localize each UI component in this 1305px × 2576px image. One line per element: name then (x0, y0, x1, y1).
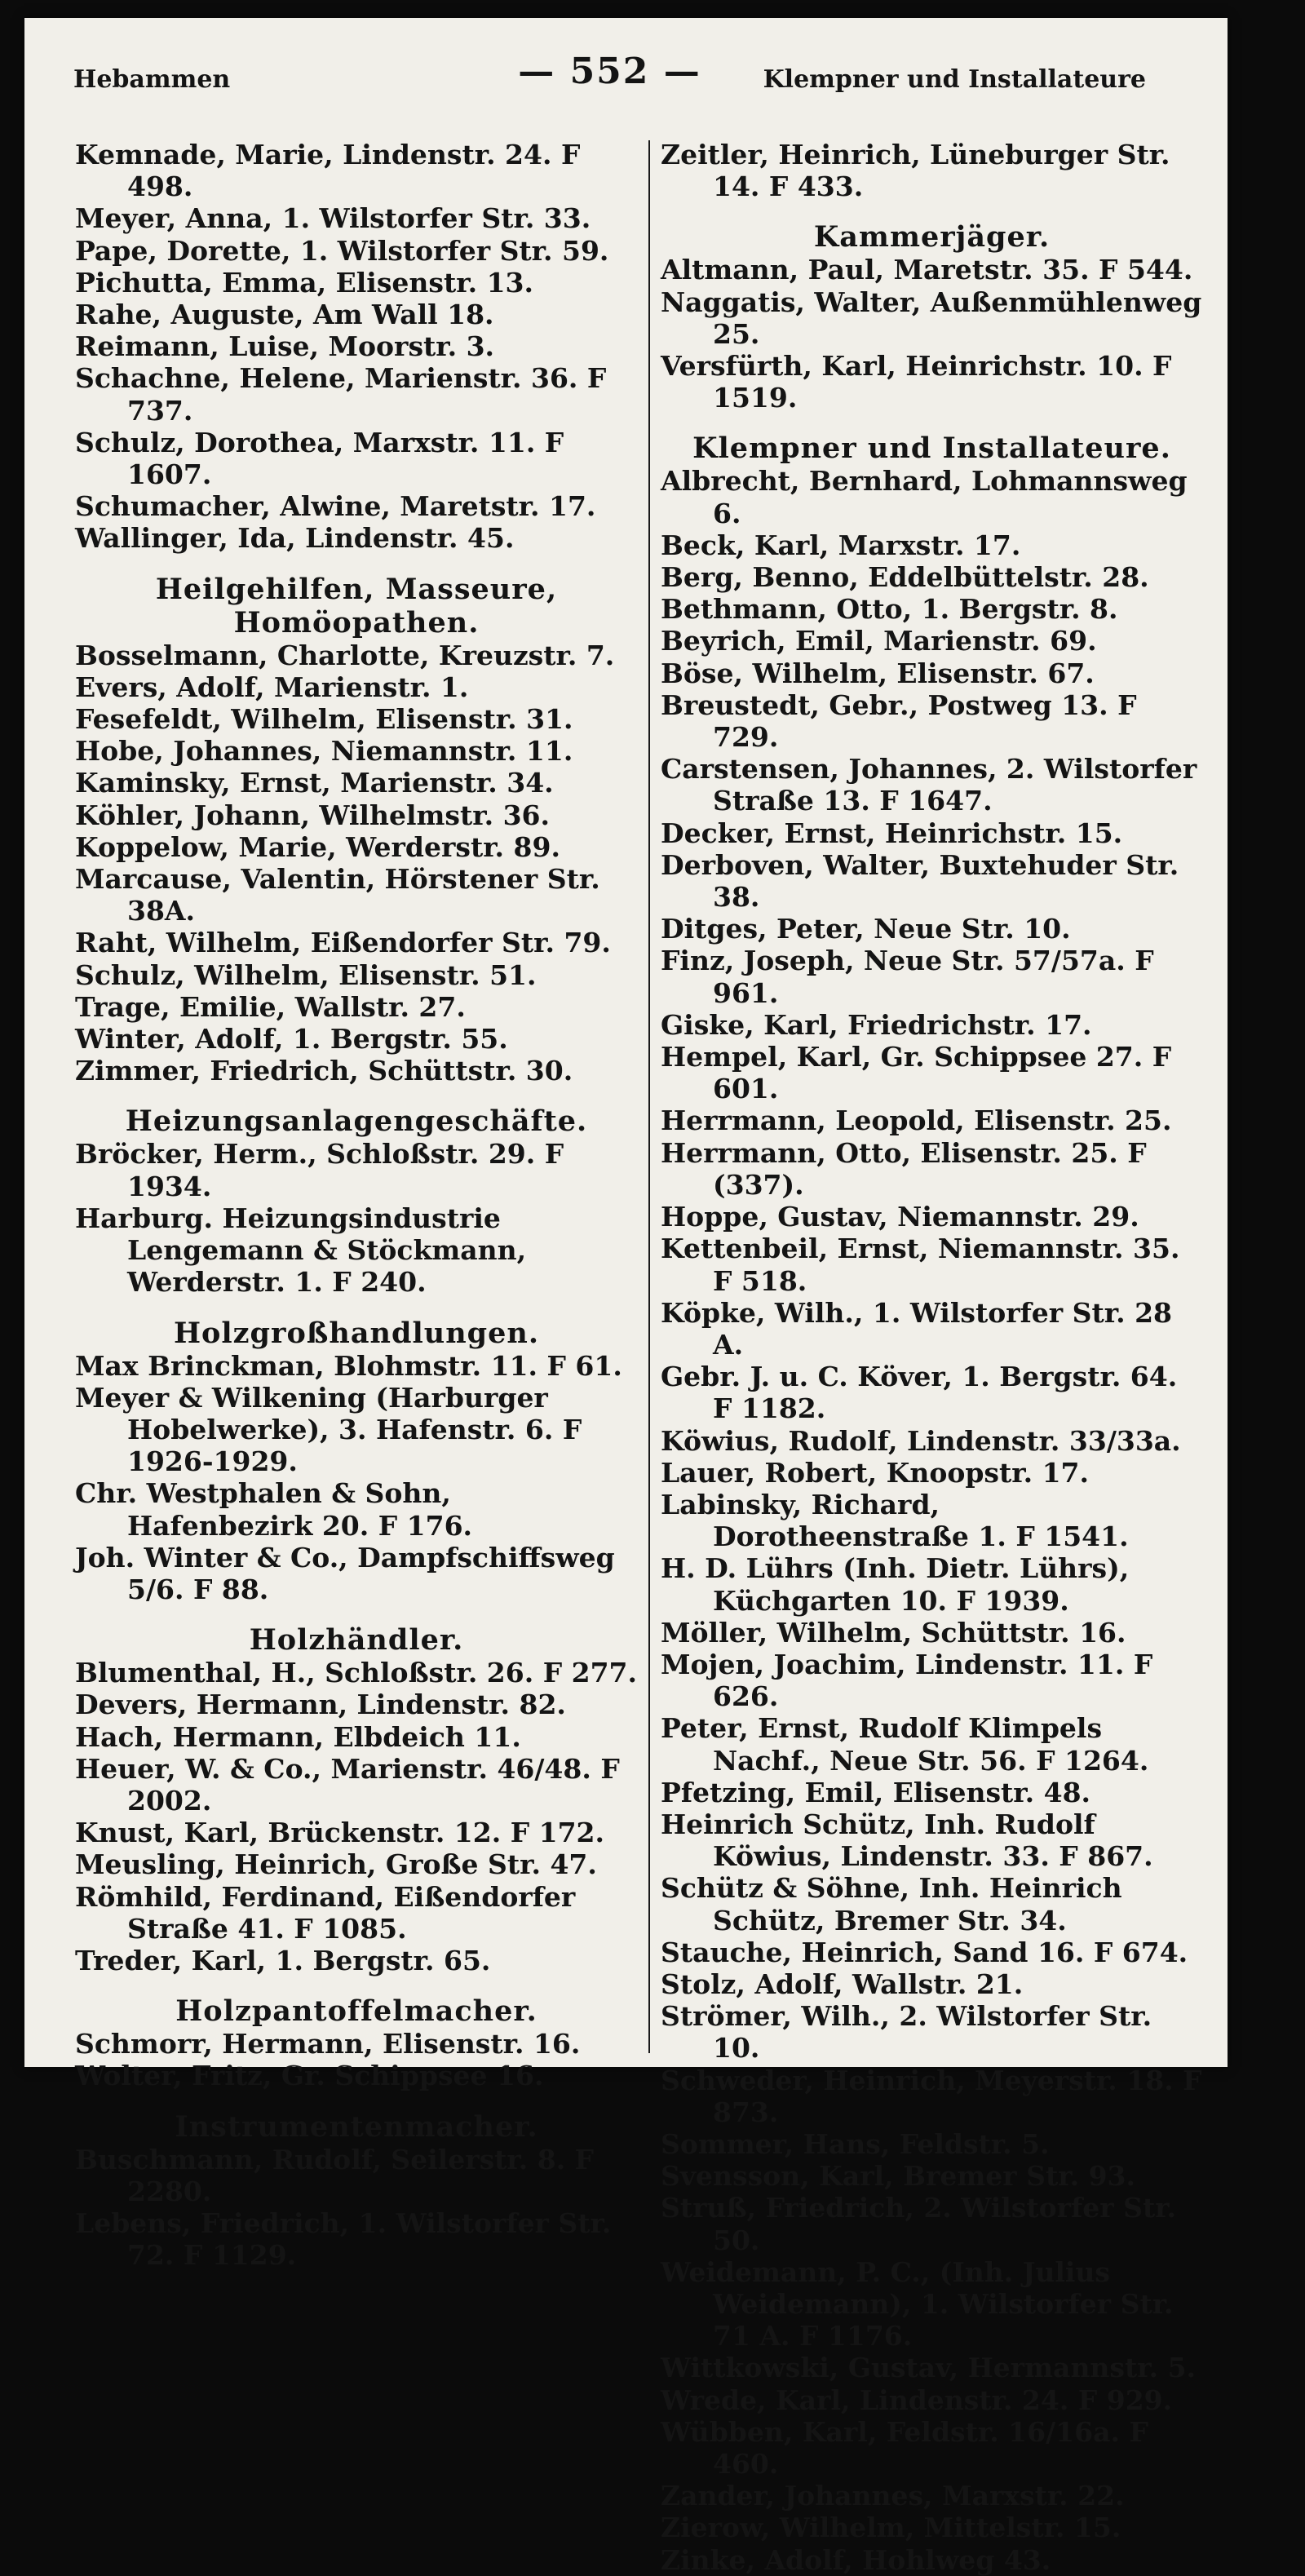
directory-entry: Kaminsky, Ernst, Marienstr. 34. (75, 767, 554, 799)
directory-entry: Beyrich, Emil, Marienstr. 69. (661, 625, 1097, 657)
section-gap (661, 202, 1203, 214)
directory-entry: Zeitler, Heinrich, Lüneburger Str. 14. F 433. (661, 139, 1170, 203)
directory-entry: Marcause, Valentin, Hörstener Str. 38A. (75, 863, 600, 927)
column-divider (648, 140, 650, 2053)
directory-entry: Berg, Benno, Eddelbüttelstr. 28. (661, 561, 1149, 594)
directory-entry: Herrmann, Otto, Elisenstr. 25. F (337). (661, 1136, 1147, 1201)
directory-entry: Möller, Wilhelm, Schüttstr. 16. (661, 1616, 1126, 1649)
directory-entry: Schulz, Wilhelm, Elisenstr. 51. (75, 958, 537, 991)
directory-entry: Buschmann, Rudolf, Seilerstr. 8. F 2280. (75, 2143, 595, 2207)
directory-page (24, 18, 1228, 2576)
directory-entry: Schumacher, Alwine, Maretstr. 17. (75, 490, 596, 523)
directory-entry: Versfürth, Karl, Heinrichstr. 10. F 1519. (661, 350, 1172, 414)
directory-entry: Wrede, Karl, Lindenstr. 24. F 929. (661, 2383, 1173, 2416)
directory-entry: Pape, Dorette, 1. Wilstorfer Str. 59. (75, 234, 609, 267)
directory-entry: Treder, Karl, 1. Bergstr. 65. (75, 1944, 491, 1976)
directory-entry: Herrmann, Leopold, Elisenstr. 25. (661, 1104, 1172, 1137)
directory-entry: Beck, Karl, Marxstr. 17. (661, 529, 1021, 561)
directory-entry: Meusling, Heinrich, Große Str. 47. (75, 1848, 597, 1881)
directory-entry: Reimann, Luise, Moorstr. 3. (75, 330, 495, 363)
directory-entry: Köwius, Rudolf, Lindenstr. 33/33a. (661, 1424, 1181, 1457)
directory-entry: Raht, Wilhelm, Eißendorfer Str. 79. (75, 927, 611, 959)
directory-entry: Kettenbeil, Ernst, Niemannstr. 35. F 518. (661, 1233, 1180, 1297)
directory-entry: Schmorr, Hermann, Elisenstr. 16. (75, 2028, 581, 2060)
directory-entry: Stolz, Adolf, Wallstr. 21. (661, 1967, 1024, 2000)
section-gap (75, 555, 638, 566)
directory-entry: Lauer, Robert, Knoopstr. 17. (661, 1456, 1089, 1489)
directory-entry: Wallinger, Ida, Lindenstr. 45. (75, 522, 515, 555)
directory-entry: Stauche, Heinrich, Sand 16. F 674. (661, 1936, 1188, 1968)
directory-entry: Harburg. Heizungsindustrie Lengemann & Stöckmann, Werderstr. 1. F 240. (75, 1202, 527, 1299)
directory-entry: Schachne, Helene, Marienstr. 36. F 737. (75, 362, 607, 427)
right-column (661, 139, 1203, 2576)
directory-entry: Strömer, Wilh., 2. Wilstorfer Str. 10. (661, 2000, 1152, 2065)
section-gap (75, 1976, 638, 1988)
directory-entry: Joh. Winter & Co., Dampfschiffsweg 5/6. F 88. (75, 1541, 615, 1605)
directory-entry: Schulz, Dorothea, Marxstr. 11. F 1607. (75, 426, 564, 491)
section-heading: Holzpantoffelmacher. (175, 1994, 537, 2029)
directory-entry: Chr. Westphalen & Sohn, Hafenbezirk 20. F 176. (75, 1477, 473, 1542)
running-head (73, 51, 1146, 108)
directory-entry: Mojen, Joachim, Lindenstr. 11. F 626. (661, 1648, 1153, 1713)
directory-entry: Kemnade, Marie, Lindenstr. 24. F 498. (75, 139, 581, 203)
directory-entry: Weidemann, P. C., (Inh. Julius Weidemann), 1. Wilstorfer Str. 71 A. F 1176. (661, 2255, 1174, 2352)
directory-entry: Köhler, Johann, Wilhelmstr. 36. (75, 799, 550, 831)
directory-entry: Zierow, Wilhelm, Mittelstr. 15. (661, 2512, 1121, 2544)
directory-entry: Struß, Friedrich, 2. Wilstorfer Str. 50. (661, 2192, 1177, 2256)
directory-entry: Köpke, Wilh., 1. Wilstorfer Str. 28 A. (661, 1296, 1172, 1361)
left-column (75, 139, 638, 2271)
directory-entry: Schweder, Heinrich, Meyerstr. 18. F 873. (661, 2064, 1202, 2128)
section-gap (75, 1299, 638, 1310)
directory-entry: Albrecht, Bernhard, Lohmannsweg 6. (661, 465, 1188, 529)
directory-entry: Lebens, Friedrich, 1. Wilstorfer Str. 72. F 1129. (75, 2206, 612, 2272)
directory-entry: Heinrich Schütz, Inh. Rudolf Köwius, Lindenstr. 33. F 867. (661, 1808, 1153, 1873)
directory-entry: Gebr. J. u. C. Köver, 1. Bergstr. 64. F 1182. (661, 1361, 1178, 1425)
directory-entry: Devers, Hermann, Lindenstr. 82. (75, 1689, 566, 1721)
directory-entry: Zander, Johannes, Marxstr. 22. (661, 2480, 1125, 2512)
section-gap (75, 1087, 638, 1098)
section-gap (75, 2092, 638, 2104)
section-heading: Holzhändler. (249, 1623, 464, 1658)
directory-entry: Breustedt, Gebr., Postweg 13. F 729. (661, 688, 1137, 754)
directory-entry: Hach, Hermann, Elbdeich 11. (75, 1720, 521, 1753)
directory-entry: Giske, Karl, Friedrichstr. 17. (661, 1008, 1092, 1041)
directory-entry: Böse, Wilhelm, Elisenstr. 67. (661, 657, 1095, 689)
running-head-right: Klempner und Installateure (763, 65, 1146, 94)
directory-entry: Decker, Ernst, Heinrichstr. 15. (661, 817, 1123, 849)
directory-entry: Trage, Emilie, Wallstr. 27. (75, 990, 466, 1023)
section-gap (661, 414, 1203, 425)
directory-entry: Hobe, Johannes, Niemannstr. 11. (75, 735, 573, 768)
section-gap (75, 1605, 638, 1617)
directory-entry: Evers, Adolf, Marienstr. 1. (75, 671, 469, 703)
directory-entry: Max Brinckman, Blohmstr. 11. F 61. (75, 1349, 622, 1382)
directory-entry: Pichutta, Emma, Elisenstr. 13. (75, 266, 533, 299)
section-heading: Heilgehilfen, Masseure, Homöopathen. (155, 572, 558, 640)
directory-entry: Hempel, Karl, Gr. Schippsee 27. F 601. (661, 1041, 1172, 1105)
directory-entry: Heuer, W. & Co., Marienstr. 46/48. F 2002. (75, 1752, 620, 1817)
directory-entry: Koppelow, Marie, Werderstr. 89. (75, 830, 560, 863)
directory-entry: Bethmann, Otto, 1. Bergstr. 8. (661, 593, 1118, 626)
directory-entry: Hoppe, Gustav, Niemannstr. 29. (661, 1201, 1139, 1233)
directory-entry: Svensson, Karl, Bremer Str. 93. (661, 2160, 1135, 2193)
directory-entry: Bosselmann, Charlotte, Kreuzstr. 7. (75, 639, 615, 671)
running-head-left: Hebammen (73, 65, 231, 94)
section-heading: Heizungsanlagengeschäfte. (125, 1104, 588, 1139)
directory-entry: Wittkowski, Gustav, Hermannstr. 5. (661, 2352, 1197, 2384)
directory-entry: Ditges, Peter, Neue Str. 10. (661, 913, 1071, 945)
section-heading: Holzgroßhandlungen. (173, 1316, 540, 1350)
directory-entry: Carstensen, Johannes, 2. Wilstorfer Straße 13. F 1647. (661, 753, 1197, 817)
directory-entry: Derboven, Walter, Buxtehuder Str. 38. (661, 848, 1179, 914)
directory-entry: Zimmer, Friedrich, Schüttstr. 30. (75, 1055, 573, 1087)
directory-entry: Wolter, Fritz, Gr. Schippsee 16. (75, 2060, 544, 2092)
directory-entry: Wübben, Karl, Feldstr. 16/16a. F 460. (661, 2415, 1148, 2481)
directory-entry: Fesefeldt, Wilhelm, Elisenstr. 31. (75, 703, 573, 736)
directory-entry: Rahe, Auguste, Am Wall 18. (75, 299, 494, 331)
section-heading: Kammerjäger. (813, 220, 1051, 255)
directory-entry: Blumenthal, H., Schloßstr. 26. F 277. (75, 1657, 637, 1689)
directory-entry: Finz, Joseph, Neue Str. 57/57a. F 961. (661, 945, 1154, 1009)
section-heading: Klempner und Installateure. (692, 432, 1171, 466)
directory-entry: Peter, Ernst, Rudolf Klimpels Nachf., Neue Str. 56. F 1264. (661, 1712, 1149, 1777)
directory-entry: H. D. Lührs (Inh. Dietr. Lührs), Küchgarten 10. F 1939. (661, 1552, 1130, 1617)
directory-entry: Altmann, Paul, Maretstr. 35. F 544. (661, 254, 1193, 286)
directory-entry: Pfetzing, Emil, Elisenstr. 48. (661, 1776, 1091, 1808)
directory-entry: Schütz & Söhne, Inh. Heinrich Schütz, Bremer Str. 34. (661, 1872, 1122, 1936)
directory-entry: Knust, Karl, Brückenstr. 12. F 172. (75, 1817, 604, 1849)
directory-entry: Sommer, Hans, Feldstr. 5. (661, 2127, 1050, 2160)
directory-entry: Naggatis, Walter, Außenmühlenweg 25. (661, 285, 1202, 350)
directory-entry: Bröcker, Herm., Schloßstr. 29. F 1934. (75, 1138, 564, 1202)
directory-entry: Römhild, Ferdinand, Eißendorfer Straße 41. F 1085. (75, 1880, 576, 1945)
directory-entry: Meyer & Wilkening (Harburger Hobelwerke), 3. Hafenstr. 6. F 1926-1929. (75, 1381, 582, 1478)
page-number: — 552 — (518, 51, 701, 92)
directory-entry: Meyer, Anna, 1. Wilstorfer Str. 33. (75, 202, 591, 235)
directory-entry: Zinke, Adolf, Hohlweg 43. (661, 2543, 1051, 2576)
directory-entry: Winter, Adolf, 1. Bergstr. 55. (75, 1023, 508, 1056)
directory-entry: Labinsky, Richard, Dorotheenstraße 1. F 1541. (661, 1488, 1129, 1553)
section-heading: Instrumentenmacher. (175, 2109, 538, 2144)
